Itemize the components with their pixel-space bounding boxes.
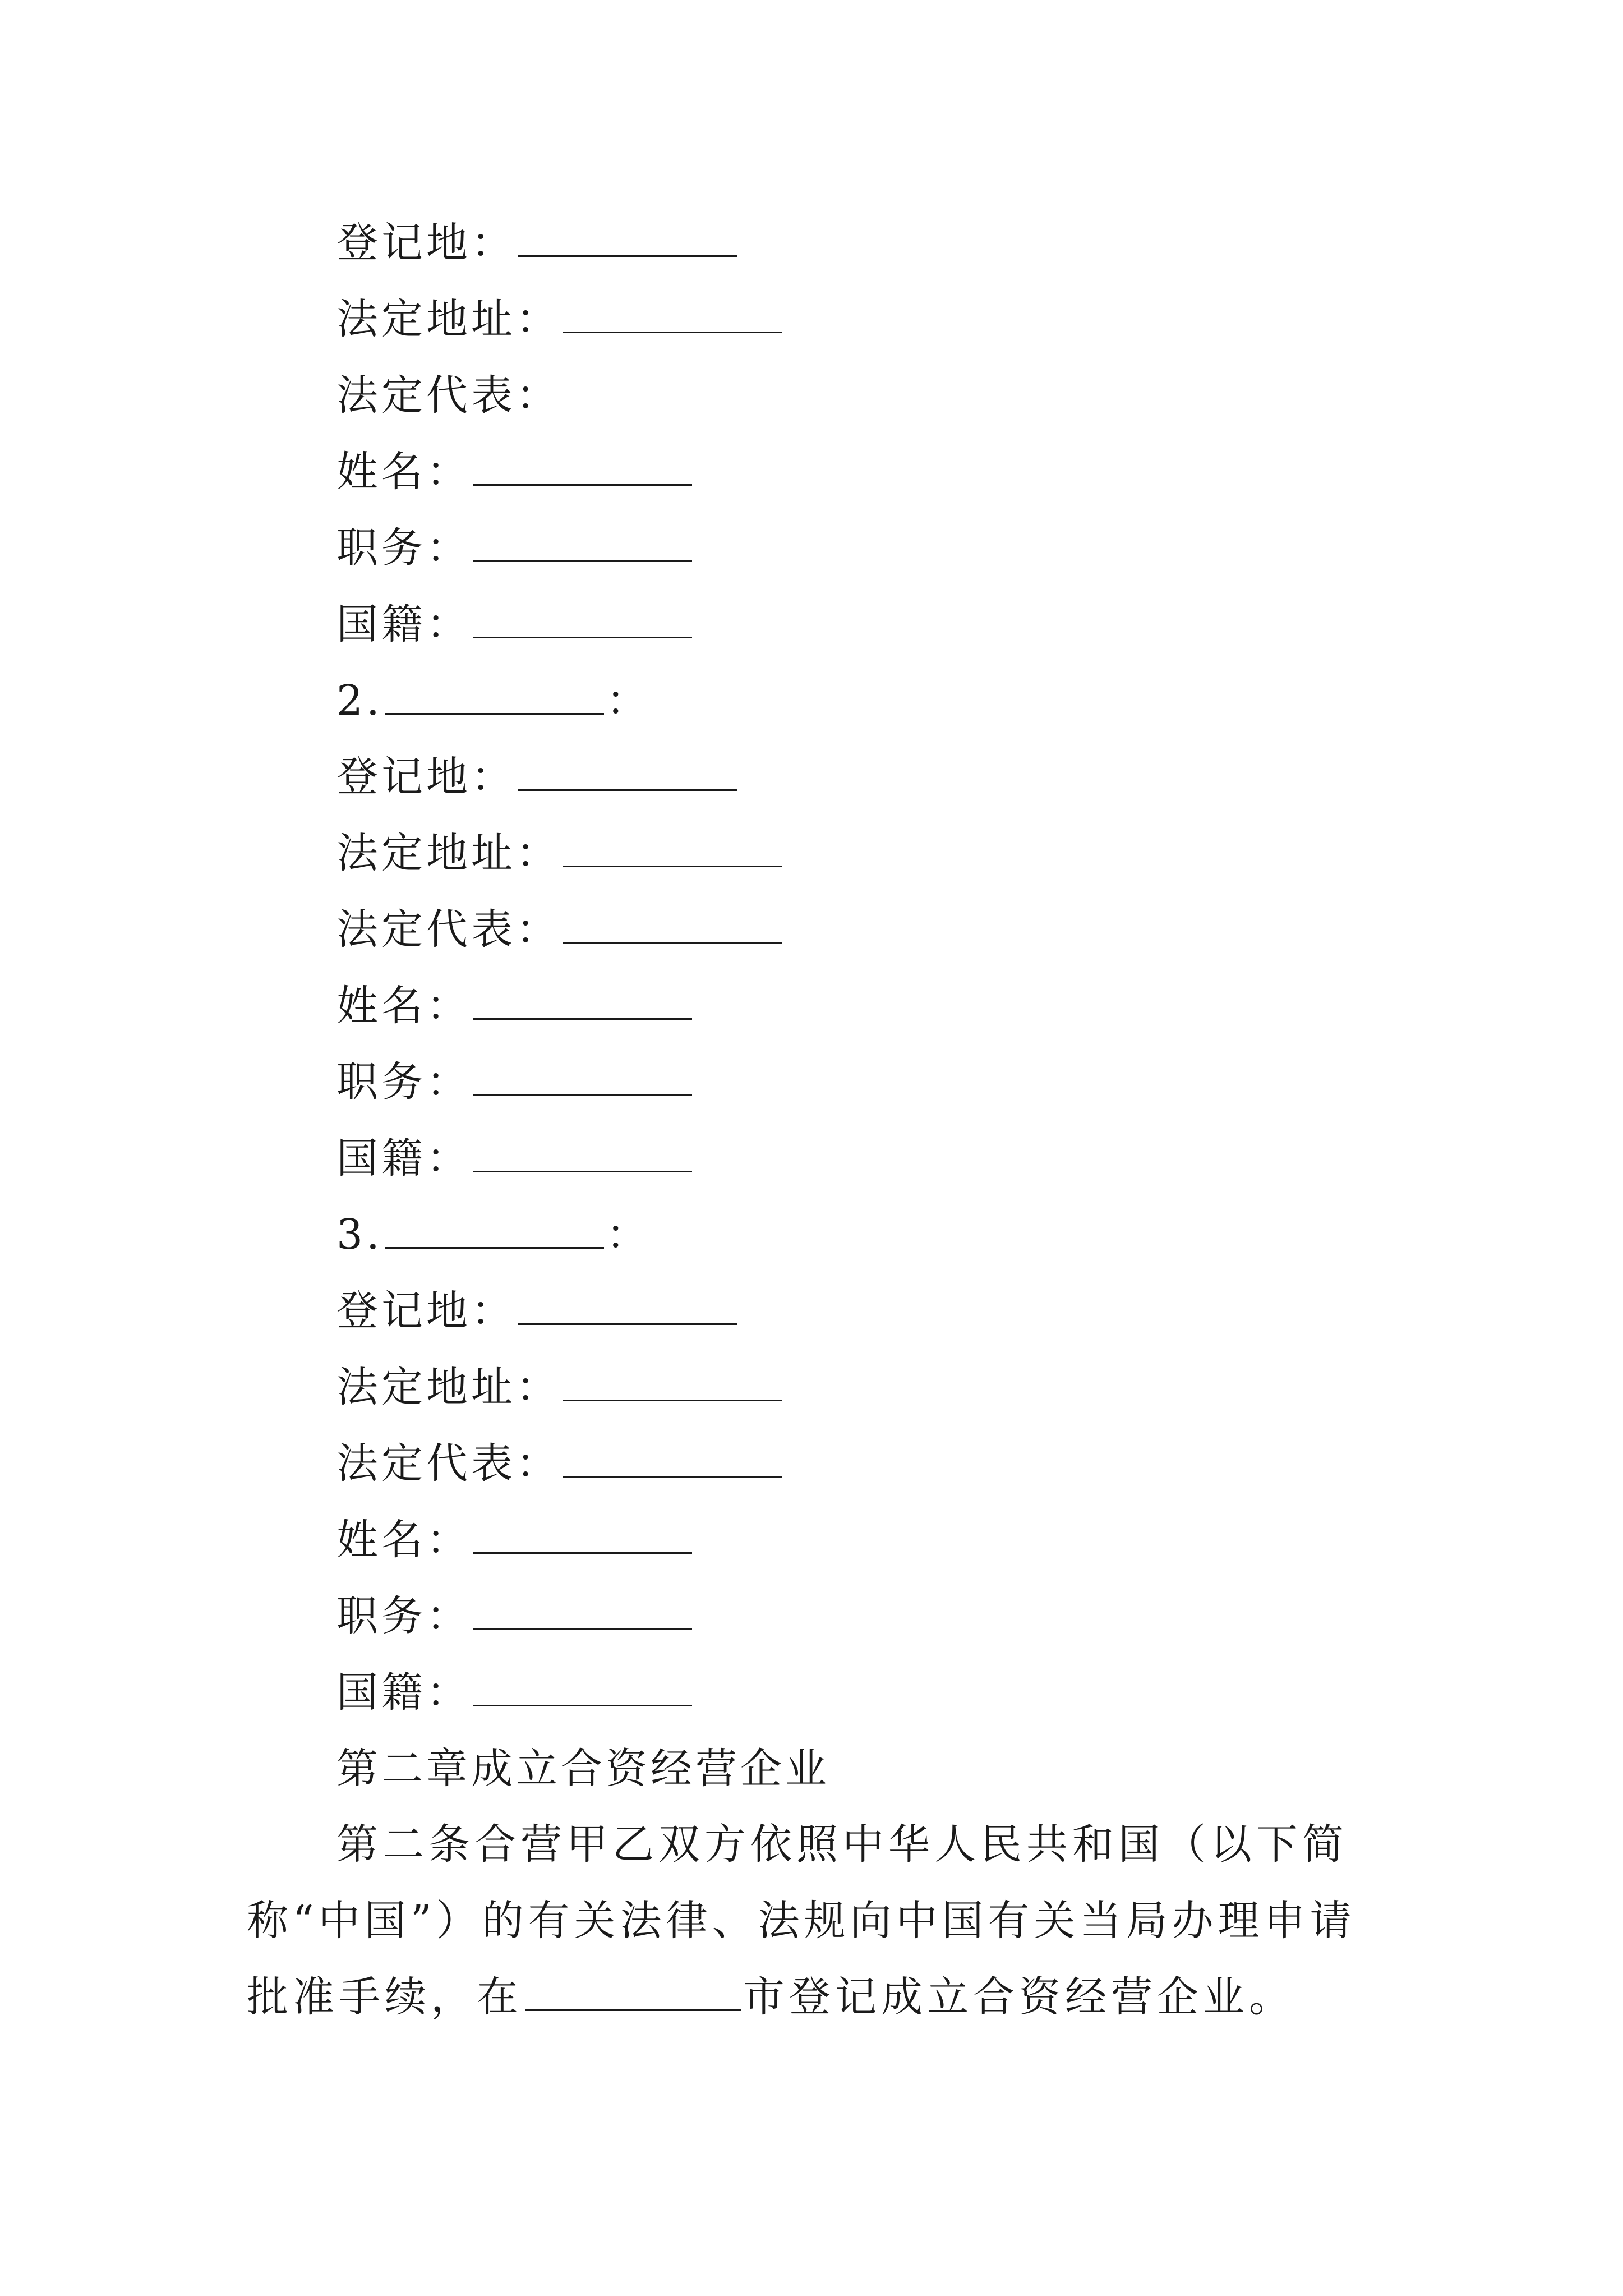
fill-blank[interactable] [473,1137,692,1172]
fill-blank[interactable] [473,1519,692,1554]
party3-registration-line [336,1280,739,1342]
fill-blank[interactable] [473,603,692,638]
party2-heading-line [336,670,651,731]
fill-blank[interactable] [563,832,782,867]
field-label: 职务： [336,524,471,572]
party1-legal-representative-line [336,365,561,426]
fill-blank[interactable] [563,298,782,333]
fill-blank[interactable] [563,908,782,944]
field-label: 法定地址： [336,1363,561,1411]
party1-registration-line [336,212,739,274]
field-label: 法定代表： [336,1439,561,1488]
party1-legal-address-line [336,288,784,350]
fill-blank[interactable] [473,1671,692,1706]
field-label: 登记地： [336,753,516,801]
field-label: 国籍： [336,1134,471,1182]
field-label: 登记地： [336,1287,516,1335]
field-label: 法定代表： [336,371,561,420]
field-label: 法定地址： [336,295,561,343]
fill-blank[interactable] [473,450,692,486]
party-number: 3. [336,1211,383,1259]
fill-blank[interactable] [473,527,692,562]
field-label: 法定代表： [336,905,561,954]
party3-nationality-line [336,1662,694,1723]
field-label: 法定地址： [336,829,561,877]
article-text-part2: 市登记成立合资经营企业。 [743,1973,1295,2021]
article-text-part1: 第二条合营甲乙双方依照中华人民共和国（以下简称“中国”）的有关法律、法规向中国有关当局办理申请批准手续，在 [247,1820,1356,2021]
fill-blank[interactable] [563,1366,782,1401]
party3-legal-representative-line [336,1433,784,1494]
field-label: 姓名： [336,1516,471,1564]
colon: ： [606,677,651,725]
party2-name-line [336,975,694,1037]
party-name-blank[interactable] [385,679,604,715]
fill-blank[interactable] [563,1442,782,1478]
chapter-heading: 第二章成立合资经营企业 [336,1745,830,1793]
fill-blank[interactable] [518,756,737,791]
party1-nationality-line [336,593,694,655]
party2-title-line [336,1051,694,1113]
party1-name-line [336,441,694,503]
party2-legal-address-line [336,822,784,884]
fill-blank[interactable] [518,1290,737,1325]
party2-registration-line [336,746,739,808]
city-blank[interactable] [525,1976,741,2011]
party-name-blank[interactable] [385,1213,604,1249]
party3-legal-address-line [336,1356,784,1418]
field-label: 国籍： [336,600,471,648]
colon: ： [606,1211,651,1259]
party3-title-line [336,1585,694,1647]
fill-blank[interactable] [518,222,737,257]
fill-blank[interactable] [473,1061,692,1096]
party2-legal-representative-line [336,899,784,960]
field-label: 姓名： [336,448,471,496]
fill-blank[interactable] [473,984,692,1020]
article-2-paragraph [247,1806,1385,2035]
field-label: 姓名： [336,982,471,1030]
party-number: 2. [336,677,383,725]
field-label: 职务： [336,1058,471,1106]
fill-blank[interactable] [473,1595,692,1630]
party1-title-line [336,517,694,579]
field-label: 登记地： [336,219,516,267]
field-label: 职务： [336,1592,471,1640]
party2-nationality-line [336,1128,694,1189]
party3-heading-line [336,1204,651,1266]
party3-name-line [336,1509,694,1571]
field-label: 国籍： [336,1668,471,1717]
